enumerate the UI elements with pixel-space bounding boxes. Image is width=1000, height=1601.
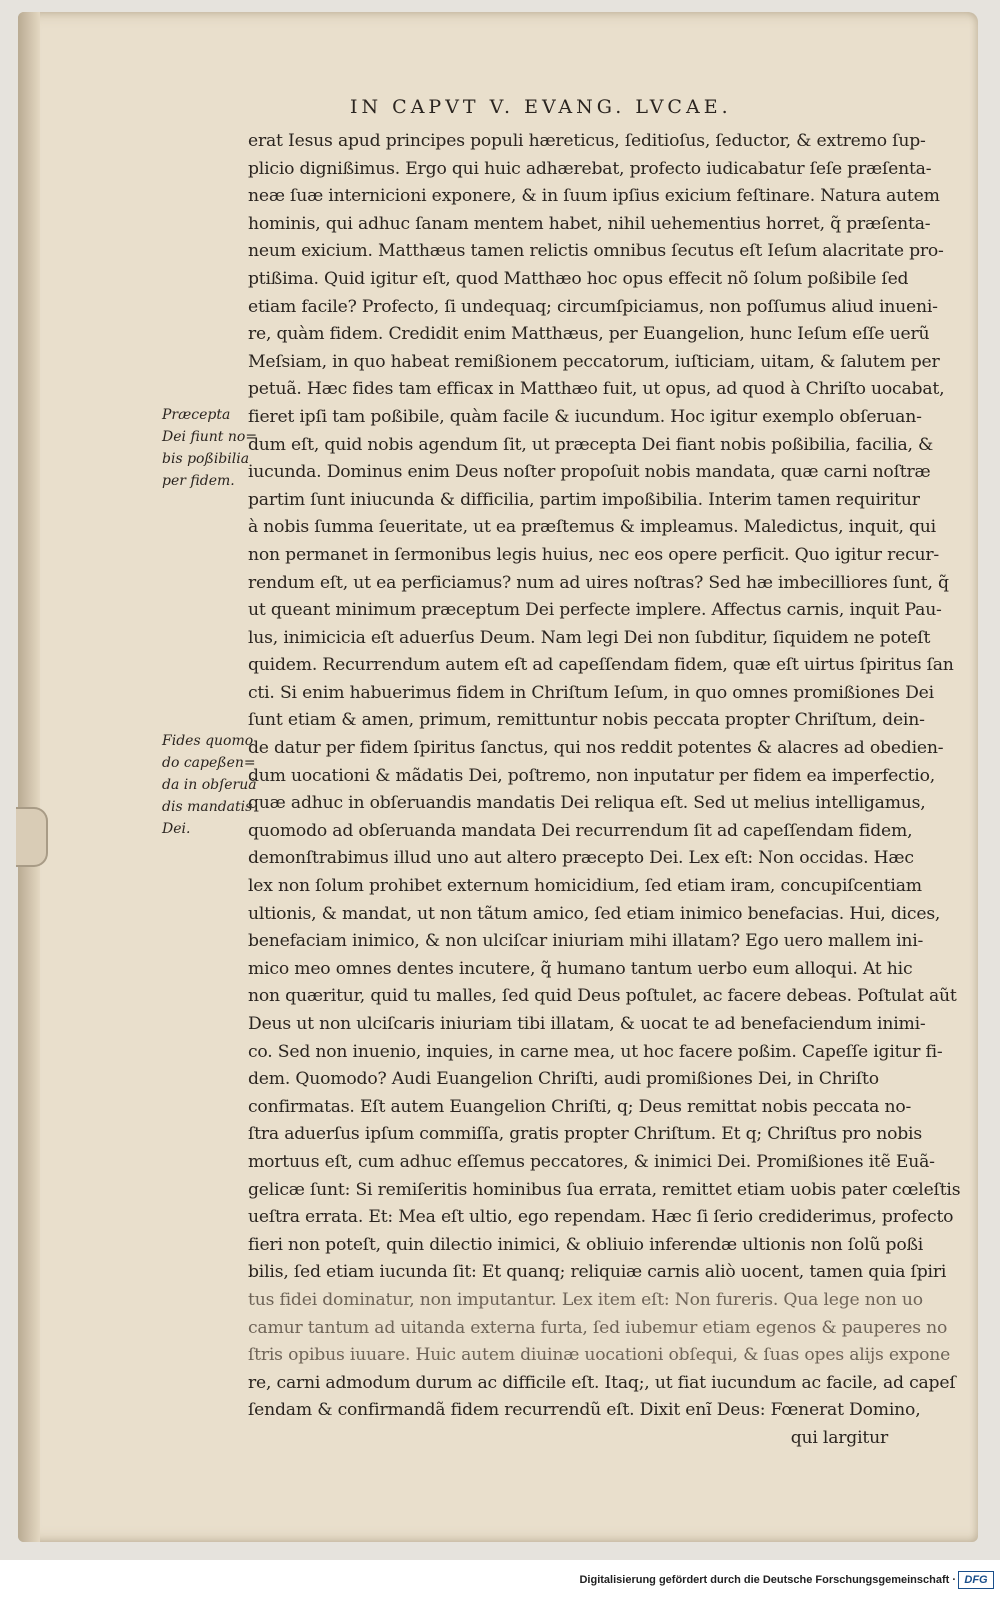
margin-note-line: da in obſeruã <box>162 777 257 793</box>
text-line: cti. Si enim habuerimus fidem in Chriſtum Ieſum, in quo omnes promißiones Dei <box>248 682 934 703</box>
text-line: bilis, ſed etiam iucunda ſit: Et quanq; reliquiæ carnis aliò uocent, tamen quia ſpiri <box>248 1262 947 1283</box>
text-line: iucunda. Dominus enim Deus noſter propoſuit nobis mandata, quæ carni noſtræ <box>248 462 931 483</box>
catchword: qui largitur <box>790 1427 888 1448</box>
text-line: quomodo ad obſeruanda mandata Dei recurrendum ſit ad capeſſendam fidem, <box>248 820 913 841</box>
text-line: gelicæ ſunt: Si remiſeritis hominibus ſua errata, remittet etiam uobis pater cœleſtis <box>248 1179 961 1200</box>
margin-note-line: Fides quomo <box>162 733 254 749</box>
margin-note-line: Dei fiunt no= <box>162 429 258 445</box>
text-line: re, carni admodum durum ac difficile eſt. Itaq;, ut fiat iucundum ac facile, ad capeſ <box>248 1372 956 1393</box>
text-line: de datur per fidem ſpiritus ſanctus, qui nos reddit potentes & alacres ad obedien- <box>248 738 944 759</box>
text-line: ut queant minimum præceptum Dei perfecte implere. Affectus carnis, inquit Pau- <box>248 600 942 621</box>
text-line: fieret ipſi tam poßibile, quàm facile & iucundum. Hoc igitur exemplo obſeruan- <box>248 406 922 427</box>
footer-credit: Digitalisierung gefördert durch die Deutsche Forschungsgemeinschaft · <box>579 1574 956 1586</box>
text-line: à nobis ſumma ſeueritate, ut ea præſtemus & impleamus. Maledictus, inquit, qui <box>248 517 936 538</box>
running-title: IN CAPVT V. EVANG. LVCAE. <box>350 96 732 118</box>
text-line: tus fidei dominatur, non imputantur. Lex item eſt: Non fureris. Qua lege non uo <box>248 1289 923 1310</box>
text-line: fieri non poteſt, quin dilectio inimici, & obliuio inferendæ ultionis non ſolũ poßi <box>248 1234 924 1255</box>
text-line: co. Sed non inuenio, inquies, in carne mea, ut hoc facere poßim. Capeſſe igitur fi- <box>248 1041 943 1062</box>
text-line: lex non ſolum prohibet externum homicidium, ſed etiam iram, concupiſcentiam <box>248 876 922 897</box>
text-line: partim ſunt iniucunda & difficilia, partim impoßibilia. Interim tamen requiritur <box>248 489 920 510</box>
text-line: benefaciam inimico, & non ulciſcar iniuriam mihi illatam? Ego uero mallem ini- <box>248 931 924 952</box>
text-line: Meſsiam, in quo habeat remißionem peccatorum, iuſticiam, uitam, & ſalutem per <box>248 351 940 372</box>
book-gutter <box>18 12 40 1542</box>
text-line: hominis, qui adhuc ſanam mentem habet, nihil uehementius horret, q̃ præſenta- <box>248 213 931 234</box>
text-line: mico meo omnes dentes incutere, q̃ humano tantum uerbo eum alloqui. At hic <box>248 958 913 979</box>
text-line: non permanet in ſermonibus legis huius, nec eos opere perficit. Quo igitur recur- <box>248 544 939 565</box>
text-line: lus, inimicicia eſt aduerſus Deum. Nam legi Dei non ſubditur, ſiquidem ne poteſt <box>248 627 931 648</box>
text-line: ptißima. Quid igitur eſt, quod Matthæo hoc opus effecit nõ ſolum poßibile ſed <box>248 268 909 289</box>
text-line: rendum eſt, ut ea perficiamus? num ad uires noſtras? Sed hæ imbecilliores ſunt, q̃ <box>248 572 949 593</box>
text-line: dem. Quomodo? Audi Euangelion Chriſti, audi promißiones Dei, in Chriſto <box>248 1069 879 1090</box>
text-line: camur tantum ad uitanda externa furta, ſed iubemur etiam egenos & pauperes no <box>248 1317 948 1338</box>
footer-bar <box>0 1560 1000 1601</box>
text-line: Deus ut non ulciſcaris iniuriam tibi illatam, & uocat te ad benefaciendum inimi- <box>248 1014 926 1034</box>
margin-note-line: Præcepta <box>162 407 231 423</box>
text-line: non quæritur, quid tu malles, ſed quid Deus poſtulet, ac facere debeas. Poſtulat aũt <box>248 986 957 1007</box>
main-text-block <box>248 128 961 1453</box>
text-line: dum eſt, quid nobis agendum ſit, ut præcepta Dei fiant nobis poßibilia, facilia, & <box>248 434 934 455</box>
text-line: etiam facile? Profecto, ſi undequaq; circumſpiciamus, non poſſumus aliud inueni- <box>248 296 938 317</box>
text-line: dum uocationi & mãdatis Dei, poſtremo, non inputatur per fidem ea imperfectio, <box>248 765 935 786</box>
text-line: ſunt etiam & amen, primum, remittuntur nobis peccata propter Chriſtum, dein- <box>248 710 925 731</box>
margin-note-line: bis poßibilia <box>162 451 250 467</box>
dfg-logo-icon: DFG <box>958 1571 994 1589</box>
text-line: neum exicium. Matthæus tamen relictis omnibus ſecutus eſt Ieſum alacritate pro- <box>248 241 944 262</box>
margin-note-line: Dei. <box>162 821 191 837</box>
text-line: mortuus eſt, cum adhuc eſſemus peccatores, & inimici Dei. Promißiones itẽ Euã- <box>248 1151 935 1172</box>
text-line: erat Iesus apud principes populi hæreticus, ſeditioſus, ſeductor, & extremo ſup- <box>248 131 926 151</box>
margin-note-precepts <box>162 404 258 492</box>
text-line: neæ ſuæ internicioni exponere, & in ſuum ipſius exicium feſtinare. Natura autem <box>248 186 940 207</box>
text-line: ſtris opibus iuuare. Huic autem diuinæ uocationi obſequi, & ſuas opes alijs expone <box>248 1345 951 1366</box>
text-line: ſendam & confirmandã fidem recurrendũ eſt. Dixit enĩ Deus: Fœnerat Domino, <box>248 1400 921 1421</box>
text-line: demonſtrabimus illud uno aut altero præcepto Dei. Lex eſt: Non occidas. Hæc <box>248 848 914 869</box>
text-line: quidem. Recurrendum autem eſt ad capeſſendam fidem, quæ eſt uirtus ſpiritus ſan <box>248 655 954 676</box>
text-line: ultionis, & mandat, ut non tãtum amico, ſed etiam inimico benefacias. Hui, dices, <box>248 903 941 924</box>
margin-note-line: do capeßen= <box>162 755 256 771</box>
text-line: petuã. Hæc fides tam efficax in Matthæo fuit, ut opus, ad quod à Chriſto uocabat, <box>248 379 945 400</box>
margin-note-line: per fidem. <box>162 473 235 489</box>
text-line: ueſtra errata. Et: Mea eſt ultio, ego rependam. Hæc ſi ſerio crediderimus, profecto <box>248 1207 954 1228</box>
text-line: plicio dignißimus. Ergo qui huic adhærebat, profecto iudicabatur ſeſe præſenta- <box>248 158 932 179</box>
text-line: confirmatas. Eſt autem Euangelion Chriſti, q; Deus remittat nobis peccata no- <box>248 1096 912 1117</box>
text-line: ſtra aduerſus ipſum commiſſa, gratis propter Chriſtum. Et q; Chriſtus pro nobis <box>248 1124 922 1145</box>
text-line: re, quàm fidem. Credidit enim Matthæus, per Euangelion, hunc Ieſum eſſe uerũ <box>248 324 930 345</box>
page-clip <box>16 807 48 867</box>
text-line: quæ adhuc in obſeruandis mandatis Dei reliqua eſt. Sed ut melius intelligamus, <box>248 793 926 814</box>
margin-note-faith <box>162 730 257 840</box>
margin-note-line: dis mandatis <box>162 799 253 815</box>
